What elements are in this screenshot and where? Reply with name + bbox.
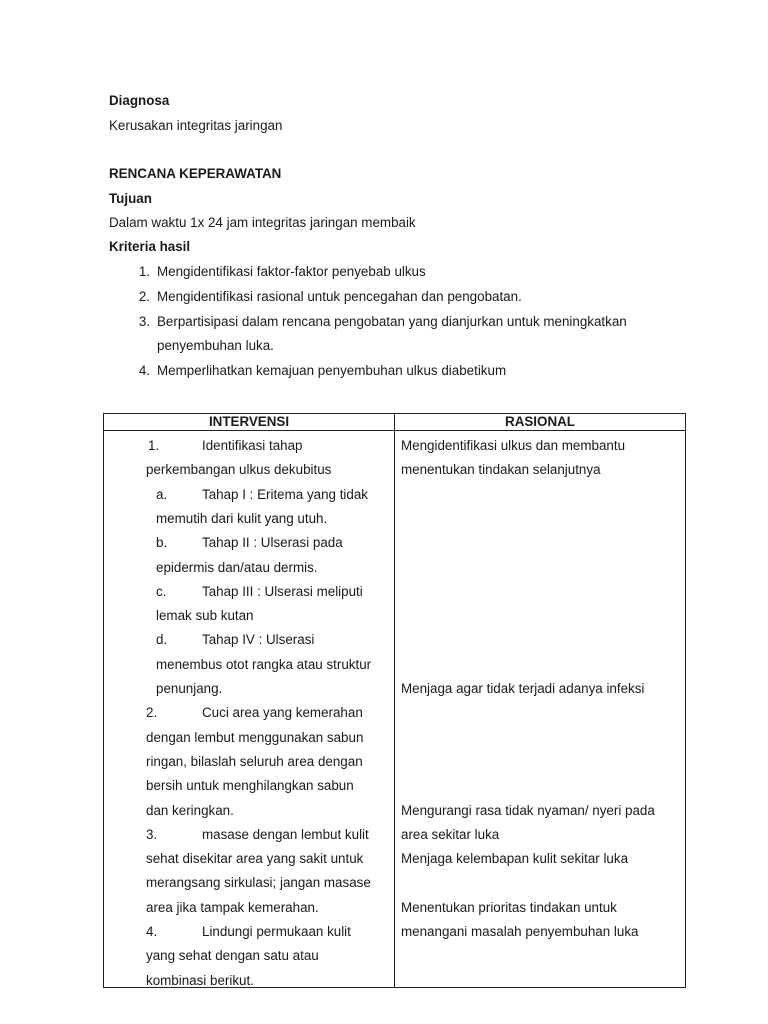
tujuan-text: Dalam waktu 1x 24 jam integritas jaringan membaik [109,215,416,230]
intervensi-line: Tahap I : Eritema yang tidak [202,486,368,502]
diagnosa-text: Kerusakan integritas jaringan [109,118,283,133]
rasional-line: Mengidentifikasi ulkus dan membantu [401,438,626,453]
intervensi-marker: b. [156,535,168,551]
intervensi-line: merangsang sirkulasi; jangan masase [146,875,371,891]
intervensi-line: yang sehat dengan satu atau [146,948,319,964]
intervensi-line: penunjang. [156,681,223,696]
intervensi-rasional-table [103,413,686,988]
list-item: Berpartisipasi dalam rencana pengobatan yang dianjurkan untuk meningkatkan [157,314,627,329]
rasional-line: Menjaga kelembapan kulit sekitar luka [401,851,629,867]
diagnosa-heading: Diagnosa [109,93,170,108]
table-row [104,431,686,988]
table-header-row [104,414,686,431]
intervensi-marker: 2. [146,705,158,721]
intervensi-cell [104,431,395,988]
rasional-line: menentukan tindakan selanjutnya [401,462,601,478]
rasional-line: menangani masalah penyembuhan luka [401,924,639,939]
intervensi-line: area jika tampak kemerahan. [146,899,319,915]
rasional-cell [395,431,686,988]
intervensi-line: epidermis dan/atau dermis. [156,559,318,575]
list-item: Mengidentifikasi rasional untuk pencegahan dan pengobatan. [157,289,522,304]
rasional-line: area sekitar luka [401,826,500,842]
intervensi-line: lemak sub kutan [156,608,254,624]
list-item: Memperlihatkan kemajuan penyembuhan ulkus diabetikum [157,363,507,378]
list-item-continuation: penyembuhan luka. [157,338,274,353]
intervensi-line: Tahap III : Ulserasi meliputi [202,583,363,599]
list-item-number: 1. [138,264,150,279]
intervensi-line: memutih dari kulit yang utuh. [156,510,328,526]
intervensi-marker: 4. [146,924,158,939]
intervensi-marker: 3. [146,826,158,842]
list-item-number: 4. [138,363,150,378]
intervensi-line: sehat disekitar area yang sakit untuk [146,851,364,867]
intervensi-line: dan keringkan. [146,802,234,818]
intervensi-marker: d. [156,632,168,648]
intervensi-line: Lindungi permukaan kulit [202,924,351,939]
tujuan-heading: Tujuan [109,191,152,206]
intervensi-marker: 1. [148,438,160,453]
intervensi-line: kombinasi berikut. [146,972,254,988]
intervensi-line: Cuci area yang kemerahan [202,705,363,721]
intervensi-line: bersih untuk menghilangkan sabun [146,778,354,794]
rencana-heading: RENCANA KEPERAWATAN [109,166,282,181]
intervensi-line: perkembangan ulkus dekubitus [146,462,332,478]
list-item-number: 2. [138,289,150,304]
rasional-line: Menentukan prioritas tindakan untuk [401,899,617,915]
intervensi-marker: a. [156,486,168,502]
list-item: Mengidentifikasi faktor-faktor penyebab ulkus [157,264,426,279]
intervensi-marker: c. [156,583,167,599]
intervensi-line: Tahap II : Ulserasi pada [202,535,343,551]
intervensi-line: dengan lembut menggunakan sabun [146,729,364,745]
intervensi-line: ringan, bilaslah seluruh area dengan [146,753,363,769]
rasional-line: Mengurangi rasa tidak nyaman/ nyeri pada [401,802,655,818]
list-item-number: 3. [138,314,150,329]
kriteria-heading: Kriteria hasil [109,239,191,254]
intervensi-line: masase dengan lembut kulit [202,826,369,842]
intervensi-line: menembus otot rangka atau struktur [156,656,372,672]
column-header-rasional: RASIONAL [395,414,686,431]
rasional-line: Menjaga agar tidak terjadi adanya infeksi [401,681,645,696]
intervensi-line: Tahap IV : Ulserasi [202,632,315,648]
intervensi-line: Identifikasi tahap [202,438,303,453]
column-header-intervensi: INTERVENSI [104,414,395,431]
